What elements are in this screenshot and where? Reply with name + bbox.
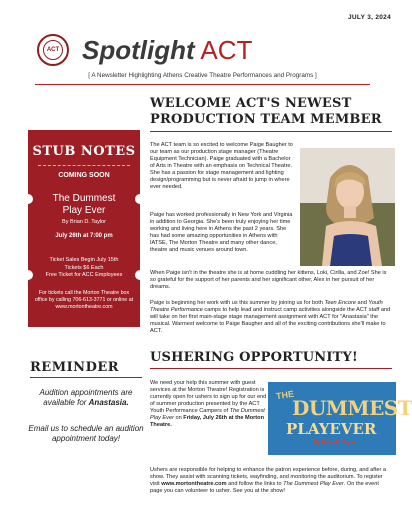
- act-seal-logo: [37, 34, 69, 66]
- masthead-title-part1: Spotlight: [82, 35, 195, 65]
- ushering-paragraph-1: [150, 380, 268, 429]
- masthead-divider: [35, 84, 370, 85]
- sales-line-2: Tickets $6 Each: [64, 264, 104, 271]
- stub-notes-ticket: [28, 130, 140, 327]
- poster-byline: By Brian D. Taylor: [314, 440, 357, 446]
- u1-show-name: The Dummest Play Ever: [150, 408, 265, 421]
- show-byline: By Brian D. Taylor: [62, 219, 106, 225]
- reminder-text-1: Audition appointments are available for: [39, 388, 133, 407]
- poster-play-ever: PLAYEVER: [286, 420, 377, 438]
- reminder-heading: REMINDER: [30, 360, 120, 375]
- ticket-divider: [38, 165, 130, 166]
- ticket-sales-info: [28, 257, 140, 280]
- u2-text-a: Ushers are responsible for helping to enhance the patron experience before, during, and after a show. They assist with scanning tickets, wayfinding, and monitoring the auditorium. To register visit: [150, 467, 387, 487]
- poster-dummest: DUMMEST: [292, 396, 412, 420]
- u2-text-b: and follow the links to: [226, 481, 284, 487]
- show-poster: [268, 382, 412, 455]
- welcome-paragraph-2: Paige has worked professionally in New York and Virginia in addition to Georgia. She's been truly enjoying her time working and living here in Athens the past 2 years. She has had some amazing opportunities in Athens with IATSE, The Morton Theatre and many other dance, theatre and music venues around town.: [150, 212, 293, 253]
- ushering-paragraph-2: [150, 467, 392, 495]
- u2-show-name: The Dummest Play Ever: [283, 481, 344, 487]
- ticket-notch: [135, 194, 145, 204]
- sales-line-3: Free Ticket for ACC Employees: [45, 272, 123, 278]
- u1-text-a: We need your help this summer with guest services at the Morton Theatre! Registration is currently open for ushers to sign up for our end of summer production presented by the ACT Youth Performance Campers of: [150, 380, 267, 414]
- welcome-paragraph-1: The ACT team is so excited to welcome Paige Baugher to our team as our production stage manager (Theatre Equipment Technician). Paige graduated with a Bachelor of Arts in Theatre with an emphasis on Technical Theatre. She has a passion for stage management and lighting design/programming but is never afraid to jump in where ever needed.: [150, 142, 293, 190]
- show-title-line1: The Dummest: [52, 193, 116, 204]
- reminder-audition-text: [26, 388, 146, 408]
- sales-line-1: Ticket Sales Begin July 15th: [49, 257, 119, 263]
- show-time: July 26th at 7:00 pm: [55, 233, 113, 239]
- p4-text-b: and: [355, 300, 369, 306]
- ticket-notch: [135, 270, 145, 280]
- masthead-tagline: [ A Newsletter Highlighting Athens Creative Theatre Performances and Programs ]: [88, 72, 317, 79]
- show-title-line2: Play Ever: [62, 205, 106, 216]
- p4-text-a: Paige is beginning her work with us this summer by joining us for both: [150, 300, 325, 306]
- ushering-divider: [150, 368, 392, 369]
- welcome-paragraph-3: When Paige isn't in the theatre she is at home cuddling her kittens, Loki, Cirilla, and Zoe! She is so grateful for the support of her parents and her significant other, Alex in her pursuit of her dreams.: [150, 270, 387, 290]
- seal-center: ACT: [43, 40, 63, 60]
- ushering-heading: USHERING OPPORTUNITY!: [150, 350, 358, 365]
- u1-date-venue: Friday, July 26th at the Morton Theatre.: [150, 415, 264, 428]
- reminder-divider: [30, 377, 142, 378]
- ticket-notch: [23, 194, 33, 204]
- newsletter-date: JULY 3, 2024: [348, 14, 391, 21]
- welcome-heading: WELCOME ACT'S NEWEST PRODUCTION TEAM MEMBER: [150, 96, 382, 127]
- p4-teen-encore: Teen Encore: [324, 300, 356, 306]
- p4-youth-theatre: Youth Theatre Performance: [150, 300, 383, 313]
- u2-website-link[interactable]: www.mortontheatre.com: [161, 481, 227, 487]
- welcome-divider: [150, 131, 392, 132]
- show-title: [28, 193, 140, 217]
- u1-text-b: on: [173, 415, 184, 421]
- portrait-illustration: [300, 148, 395, 266]
- box-office-info: For tickets call the Morton Theatre box office by calling 706-613-3771 or online at www.mortontheatre.com: [34, 289, 134, 310]
- masthead-title-part2: ACT: [194, 35, 253, 65]
- poster-the: THE: [275, 388, 295, 402]
- stub-notes-heading: STUB NOTES: [32, 144, 136, 159]
- reminder-show-name: Anastasia.: [88, 398, 129, 407]
- reminder-email-text: Email us to schedule an audition appointment today!: [28, 424, 144, 443]
- masthead-title: [82, 36, 252, 64]
- u2-text-c: . On the event page you can volunteer to usher. See you at the show!: [150, 481, 379, 494]
- ticket-notch: [23, 270, 33, 280]
- coming-soon-label: COMING SOON: [58, 172, 110, 179]
- team-member-photo: [300, 148, 395, 266]
- welcome-paragraph-4: [150, 300, 392, 335]
- p4-text-c: camps to help lead and instruct camp activities alongside the ACT staff and will take on her first main-stage stage management assignment with ACT for "Anastasia" the musical. Warmest welcome to Paige Baugher and all of the exciting contributions she'll make to ACT.: [150, 307, 391, 334]
